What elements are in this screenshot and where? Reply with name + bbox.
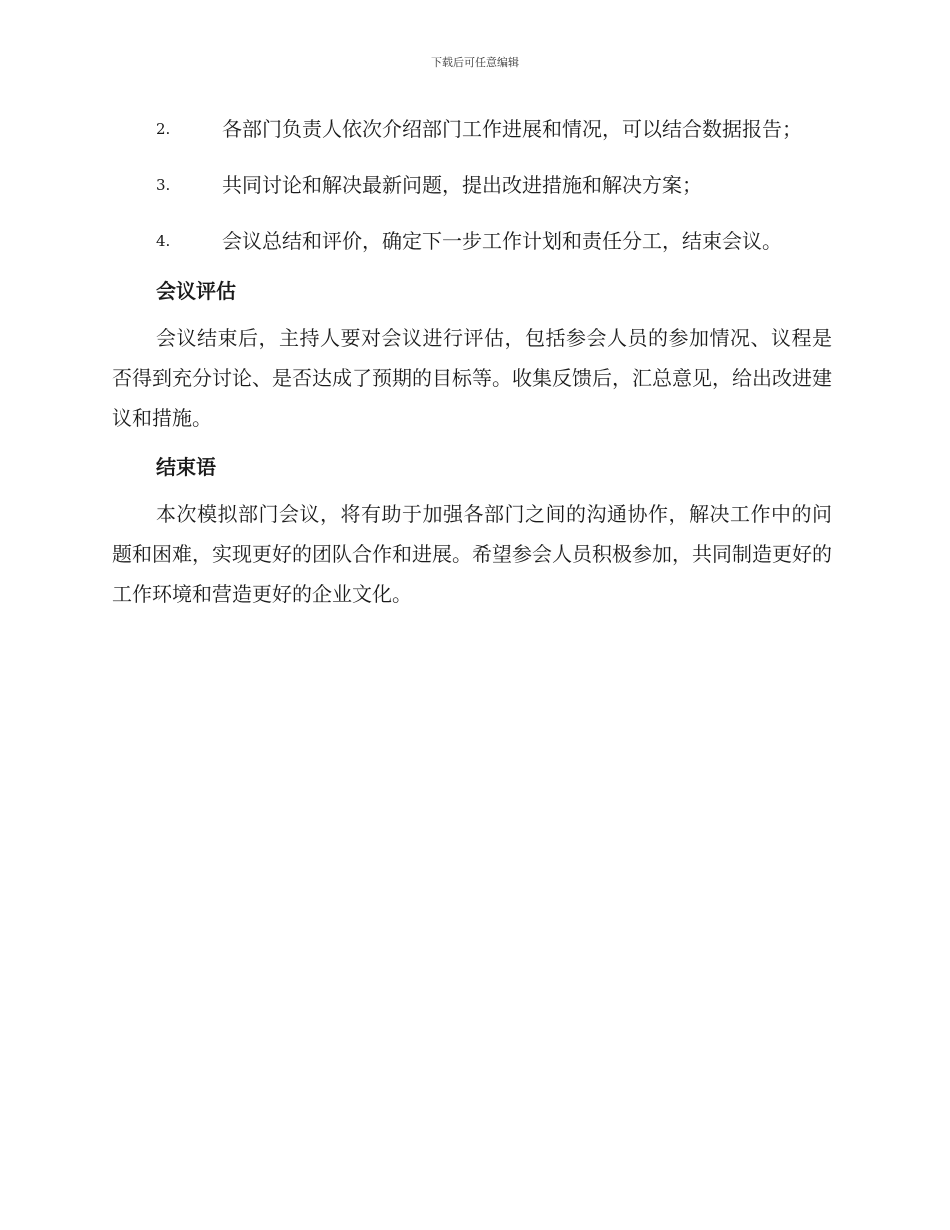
conclusion-paragraph: 本次模拟部门会议，将有助于加强各部门之间的沟通协作，解决工作中的问题和困难，实现更好的团队合作和进展。希望参会人员积极参加，共同制造更好的工作环境和营造更好的企业文化。 — [112, 502, 832, 606]
agenda-item-2 — [112, 108, 832, 150]
list-text: 共同讨论和解决最新问题，提出改进措施和解决方案； — [222, 173, 702, 197]
conclusion-heading: 结束语 — [156, 455, 216, 479]
page-header: 下载后可任意编辑 — [431, 56, 519, 69]
list-number: 3. — [156, 176, 171, 194]
evaluation-heading: 会议评估 — [156, 279, 236, 303]
evaluation-paragraph: 会议结束后，主持人要对会议进行评估，包括参会人员的参加情况、议程是否得到充分讨论、是否达成了预期的目标等。收集反馈后，汇总意见，给出改进建议和措施。 — [112, 326, 832, 430]
agenda-item-4 — [112, 220, 832, 262]
agenda-item-3 — [112, 164, 832, 206]
list-text: 各部门负责人依次介绍部门工作进展和情况，可以结合数据报告； — [222, 117, 802, 141]
list-text: 会议总结和评价，确定下一步工作计划和责任分工，结束会议。 — [222, 229, 782, 253]
list-number: 4. — [156, 232, 171, 250]
document-body — [112, 108, 832, 628]
list-number: 2. — [156, 120, 171, 138]
